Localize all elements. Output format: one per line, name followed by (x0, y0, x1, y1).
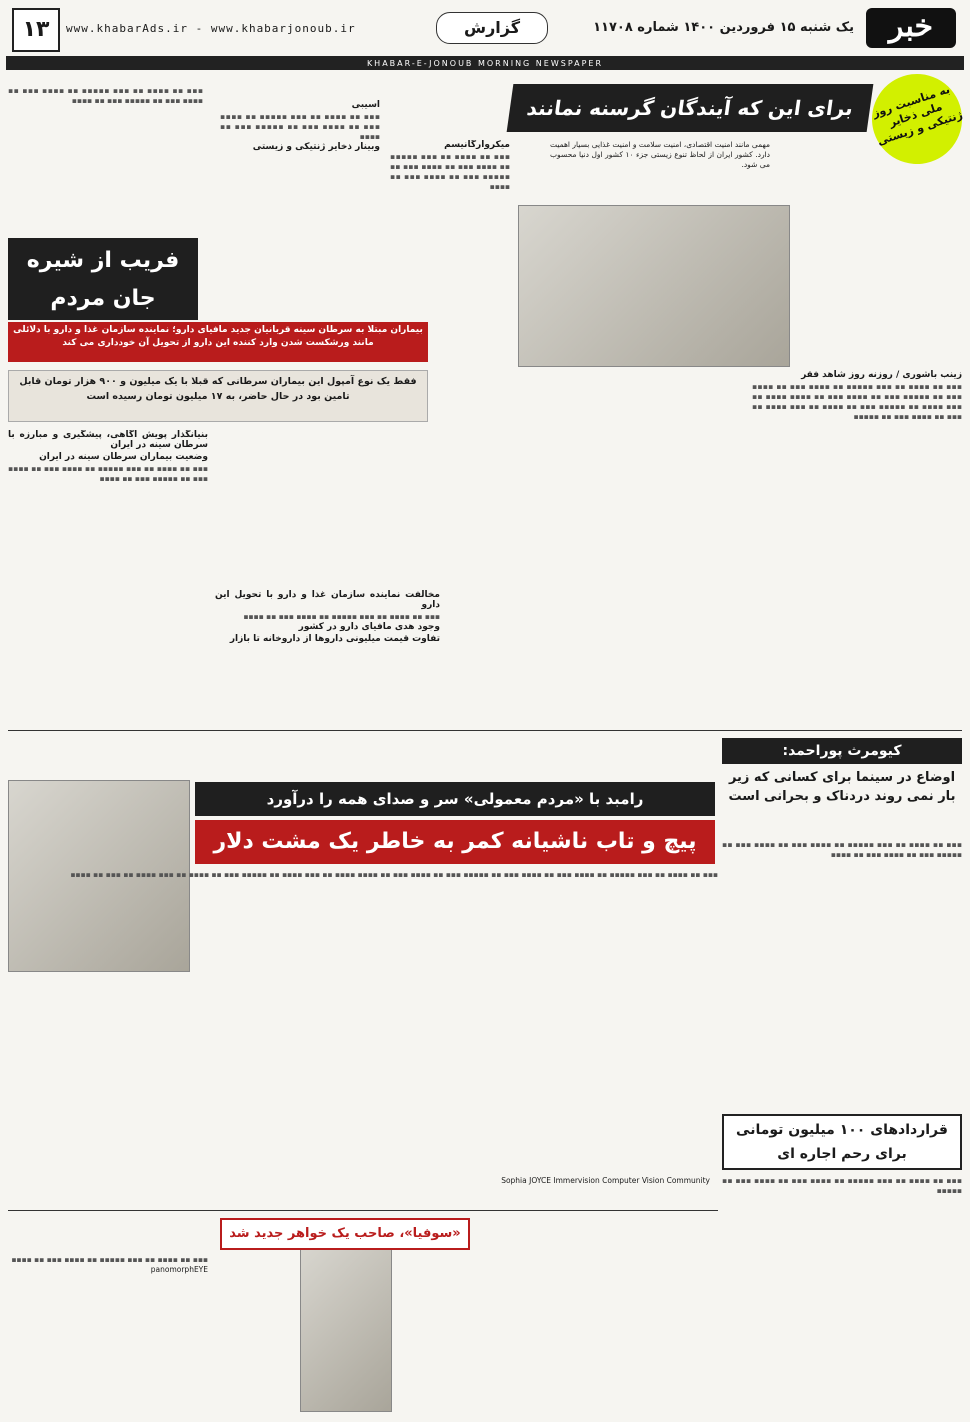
sophia-term-immervision: Immervision (553, 1176, 600, 1185)
lead-photo-plant (518, 205, 790, 367)
rambod-title: پیچ و تاب ناشیانه کمر به خاطر یک مشت دلار (195, 820, 715, 864)
lead-column-left: آسیبی ▪▪▪ ▪▪ ▪▪▪▪ ▪▪ ▪▪▪ ▪▪▪▪▪ ▪▪ ▪▪▪▪ ▪▪▪ ▪▪ ▪▪▪▪ ▪▪▪ ▪▪ ▪▪▪▪▪ ▪▪▪ ▪▪ ▪▪▪▪ وبینار ذخایر ژنتیکی و زیستی (220, 100, 380, 152)
divider-mid (8, 730, 962, 731)
english-subline: KHABAR-E-JONOUB MORNING NEWSPAPER (6, 58, 964, 70)
side-section-head2: مخالفت نماینده سازمان غذا و دارو با تحویل این دارو (215, 590, 440, 610)
side-body-col1: بنیانگذار پویش آگاهی، پیشگیری و مبارزه با سرطان سینه در ایران وضعیت بیماران سرطان سینه در ایران ▪▪▪ ▪▪ ▪▪▪▪ ▪▪ ▪▪▪ ▪▪▪▪▪ ▪▪ ▪▪▪▪ ▪▪▪ ▪▪ ▪▪▪▪ ▪▪▪ ▪▪ ▪▪▪▪▪ ▪▪▪ ▪▪ ▪▪▪▪ (8, 430, 208, 483)
side-section-head1: وضعیت بیماران سرطان سینه در ایران (39, 452, 208, 462)
side-body-col2: مخالفت نماینده سازمان غذا و دارو با تحویل این دارو ▪▪▪ ▪▪ ▪▪▪▪ ▪▪ ▪▪▪ ▪▪▪▪▪ ▪▪ ▪▪▪▪ ▪▪▪ ▪▪ ▪▪▪▪ وجود هدی مافیای دارو در کشور تفاوت قیمت میلیونی داروها از داروخانه تا بازار (215, 590, 440, 644)
section-label: گزارش (436, 12, 548, 44)
contracts-body: ▪▪▪ ▪▪ ▪▪▪▪ ▪▪ ▪▪▪ ▪▪▪▪▪ ▪▪ ▪▪▪▪ ▪▪▪ ▪▪ ▪▪▪▪ ▪▪▪ ▪▪ ▪▪▪▪▪ (722, 1176, 962, 1195)
divider-bottom (8, 1210, 718, 1211)
lead-title: برای این که آیندگان گرسنه نمانند (507, 84, 874, 132)
website-urls[interactable]: www.khabarAds.ir - www.khabarjonoub.ir (66, 22, 356, 35)
masthead (6, 6, 964, 58)
lead-col2-head: آسیبی (351, 100, 380, 110)
newspaper-logo[interactable]: خبر (866, 8, 956, 48)
sophia-title: «سوفیا»، صاحب یک خواهر جدید شد (220, 1218, 470, 1250)
sophia-term-joyce: JOYCE (529, 1176, 551, 1185)
contracts-title: قراردادهای ۱۰۰ میلیون تومانی برای رحم اجاره ای (722, 1114, 962, 1170)
side-subhead: بیماران مبتلا به سرطان سینه قربانیان جدید مافیای دارو؛ نماینده سازمان غذا و دارو با دلائلی مانند ورشکست شدن وارد کننده این دارو از تحویل آن خودداری می کند (8, 322, 428, 362)
sophia-body-left: ▪▪▪ ▪▪ ▪▪▪▪ ▪▪ ▪▪▪ ▪▪▪▪▪ ▪▪ ▪▪▪▪ ▪▪▪ ▪▪ ▪▪▪▪ panomorphEYE (11, 1255, 208, 1274)
cinema-body: ▪▪▪ ▪▪ ▪▪▪▪ ▪▪ ▪▪▪ ▪▪▪▪▪ ▪▪ ▪▪▪▪ ▪▪▪ ▪▪ ▪▪▪▪ ▪▪▪ ▪▪ ▪▪▪▪▪ ▪▪▪ ▪▪ ▪▪▪▪ ▪▪▪ ▪▪ ▪▪▪▪ (722, 840, 962, 859)
sophia-term-sophia: Sophia (501, 1176, 527, 1185)
lead-kicker-badge: به مناسبت روز ملی ذخایر ژنتیکی و زیستی (860, 62, 970, 175)
lead-column-middle: میکروارگانیسم ▪▪▪ ▪▪ ▪▪▪▪ ▪▪ ▪▪▪ ▪▪▪▪▪ ▪▪ ▪▪▪▪ ▪▪▪ ▪▪ ▪▪▪▪ ▪▪▪ ▪▪ ▪▪▪▪▪ ▪▪▪ ▪▪ ▪▪▪▪ ▪▪▪ ▪▪ ▪▪▪▪ (390, 140, 510, 191)
side-highlight: فقط یک نوع آمپول این بیماران سرطانی که قبلا با یک میلیون و ۹۰۰ هزار تومان قابل تامین بود در حال حاضر، به ۱۷ میلیون تومان رسیده است (8, 370, 428, 422)
rambod-body: ▪▪▪ ▪▪ ▪▪▪▪ ▪▪ ▪▪▪ ▪▪▪▪▪ ▪▪ ▪▪▪▪ ▪▪▪ ▪▪ ▪▪▪▪ ▪▪▪ ▪▪ ▪▪▪▪▪ ▪▪▪ ▪▪ ▪▪▪▪ ▪▪▪ ▪▪ ▪▪▪▪ ▪▪▪▪ ▪▪ ▪▪▪ ▪▪▪▪ ▪▪ ▪▪▪▪▪ ▪▪▪ ▪▪ ▪▪▪▪ ▪▪ ▪▪▪ ▪▪▪▪ ▪▪ ▪▪▪ ▪▪ ▪▪▪▪ (70, 870, 718, 879)
lead-column-filler: ▪▪▪ ▪▪ ▪▪▪▪ ▪▪ ▪▪▪ ▪▪▪▪▪ ▪▪ ▪▪▪▪ ▪▪▪ ▪▪ ▪▪▪▪ ▪▪▪ ▪▪ ▪▪▪▪▪ ▪▪▪ ▪▪ ▪▪▪▪ ▪▪▪ ▪▪ ▪▪▪▪ ▪▪▪▪ ▪▪ ▪▪▪ ▪▪▪▪ ▪▪ ▪▪▪▪▪ ▪▪▪ ▪▪ ▪▪▪▪ ▪▪ ▪▪▪ ▪▪▪▪ ▪▪ ▪▪▪ ▪▪ ▪▪▪▪ ▪▪▪ ▪▪ ▪▪▪▪▪ (752, 382, 962, 421)
sophia-term-panomorph: panomorphEYE (150, 1265, 208, 1274)
cinema-speaker: کیومرث پوراحمد: (722, 738, 962, 764)
lead-col3-head: وبینار ذخایر ژنتیکی و زیستی (252, 142, 380, 152)
lead-intro: مهمی مانند امنیت اقتصادی، امنیت سلامت و امنیت غذایی بسیار اهمیت دارد. کشور ایران از لحاظ تنوع زیستی جزء ۱۰ کشور اول دنیا محسوب می شود. (550, 140, 770, 169)
sophia-photo (300, 1245, 392, 1412)
page-number: ۱۳ (12, 8, 60, 52)
sophia-term-cvc: Computer Vision Community (602, 1176, 710, 1185)
lead-reporter: زینب باشوری / روزنه روز شاهد فقر (801, 370, 962, 380)
side-section-head4: تفاوت قیمت میلیونی داروها از داروخانه تا بازار (229, 634, 440, 644)
side-title: فریب از شیره جان مردم (8, 238, 198, 320)
side-section-head3: وجود هدی مافیای دارو در کشور (298, 622, 440, 632)
rambod-kicker: رامبد با «مردم معمولی» سر و صدای همه را درآورد (195, 782, 715, 816)
side-top-text: ▪▪▪ ▪▪ ▪▪▪▪ ▪▪ ▪▪▪ ▪▪▪▪▪ ▪▪ ▪▪▪▪ ▪▪▪ ▪▪ ▪▪▪▪ ▪▪▪ ▪▪ ▪▪▪▪▪ ▪▪▪ ▪▪ ▪▪▪▪ (8, 86, 203, 105)
issue-date: یک شنبه ۱۵ فروردین ۱۴۰۰ شماره ۱۱۷۰۸ (593, 20, 854, 35)
cinema-title: اوضاع در سینما برای کسانی که زیر بار نمی روند دردناک و بحرانی است (728, 770, 956, 804)
lead-col1-head: میکروارگانیسم (444, 140, 510, 150)
side-byline: بنیانگذار پویش آگاهی، پیشگیری و مبارزه با سرطان سینه در ایران (8, 430, 208, 450)
